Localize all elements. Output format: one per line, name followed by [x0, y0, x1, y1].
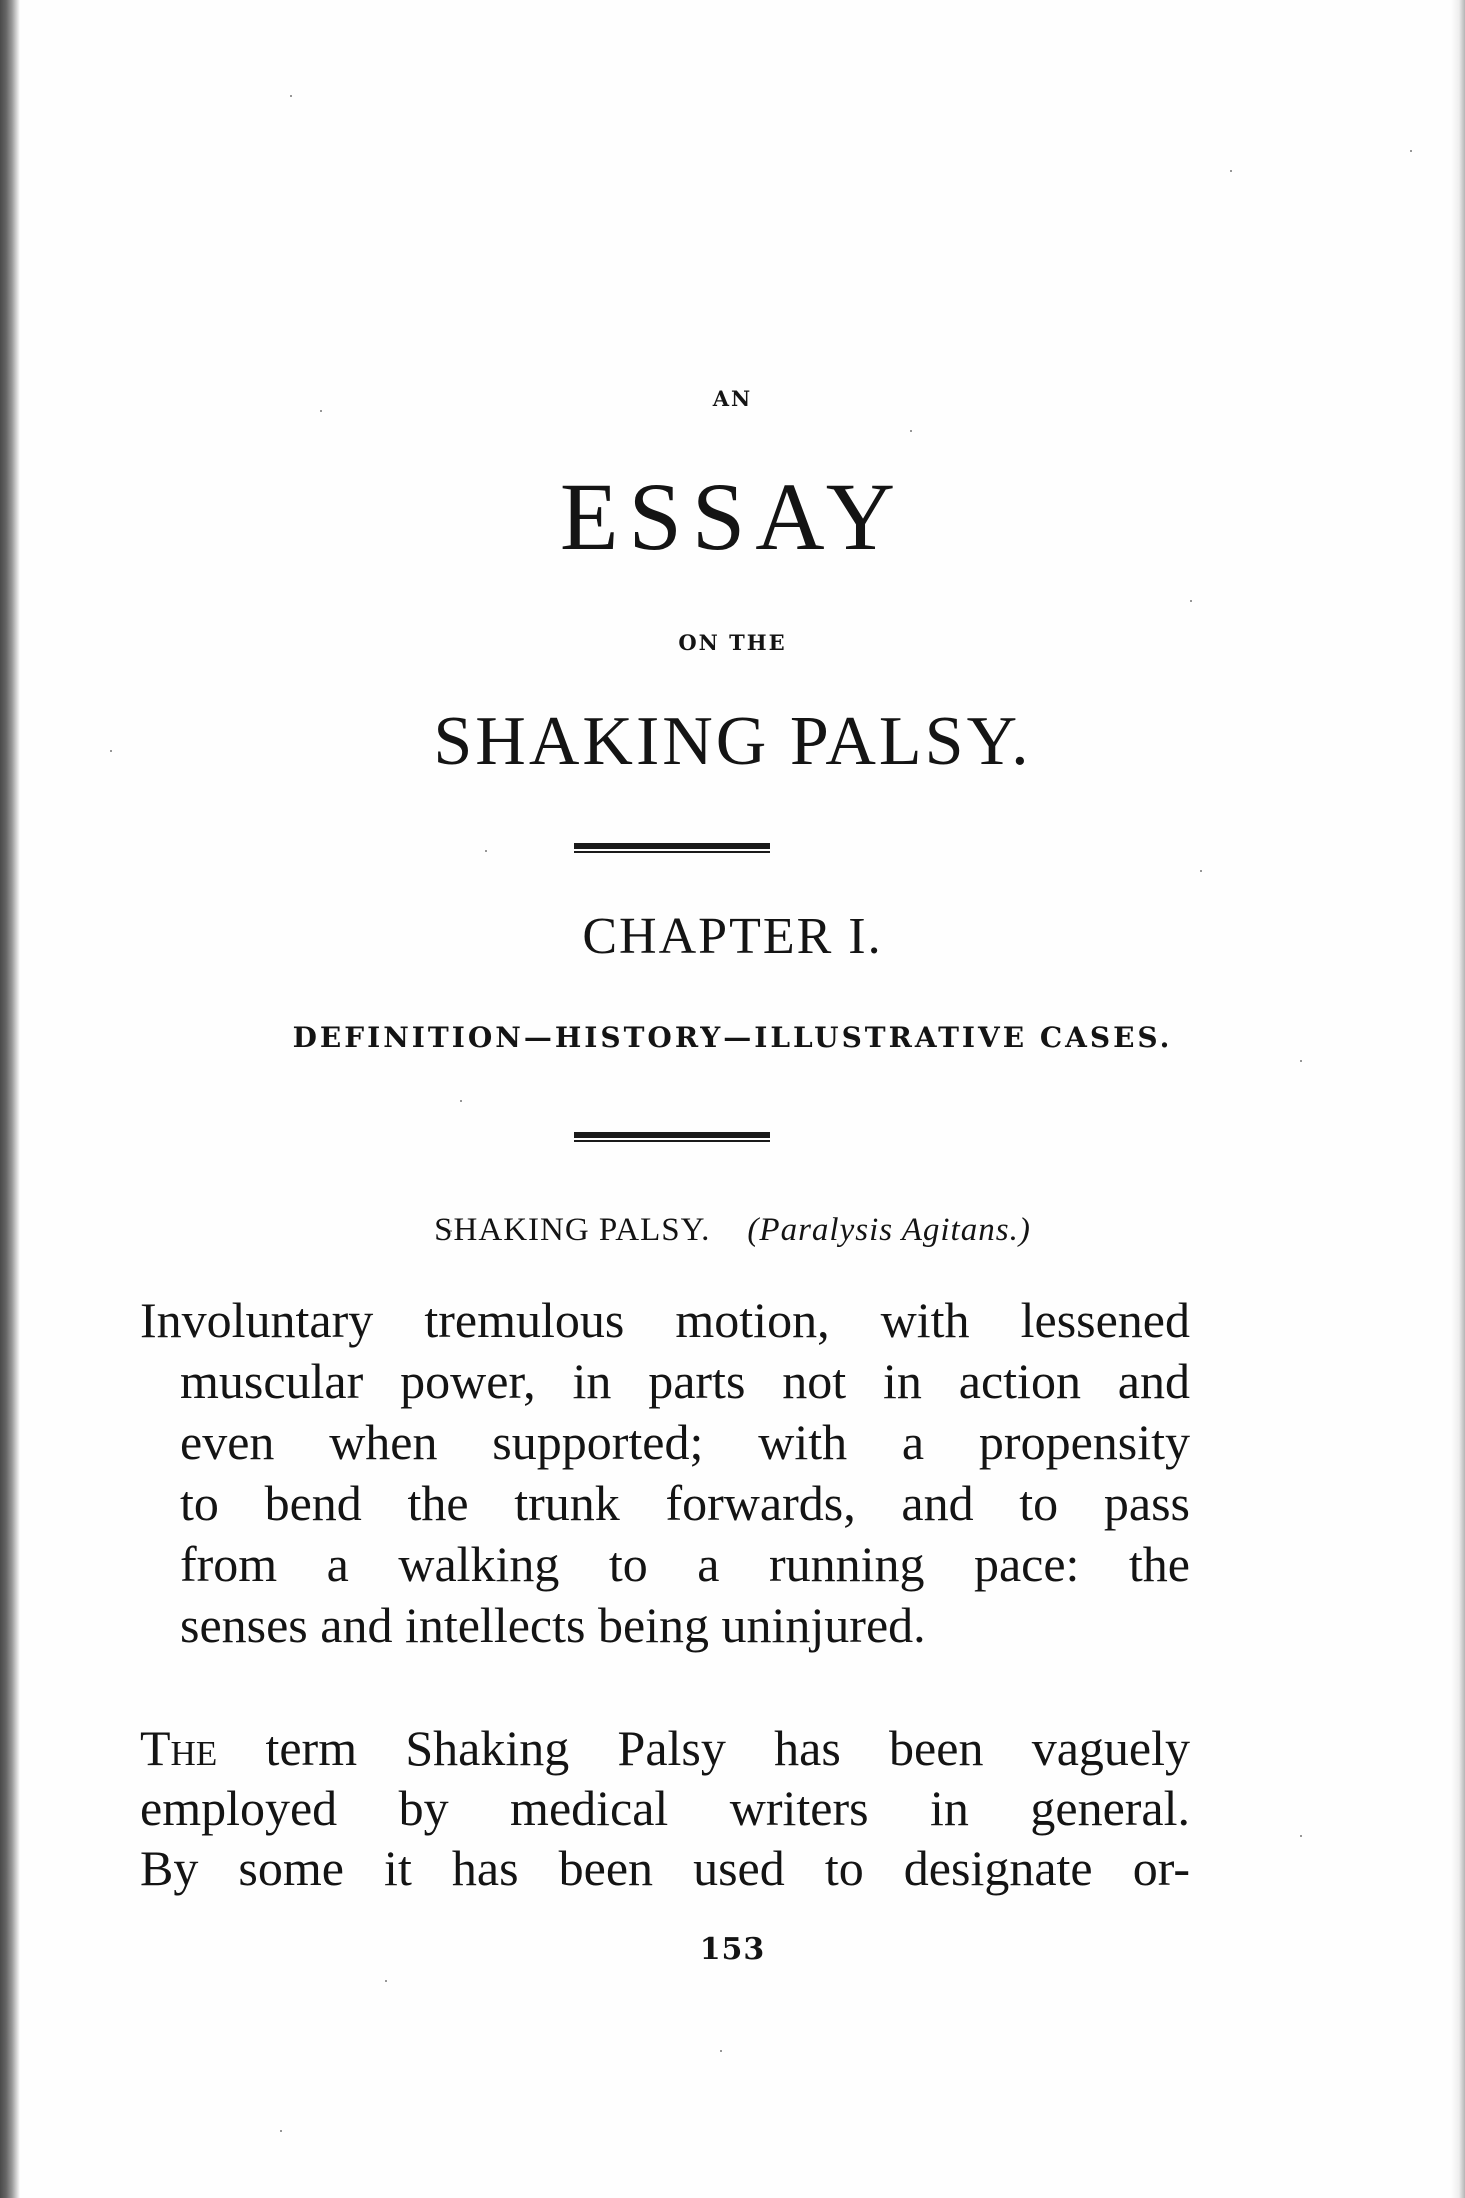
- paper-speck: [485, 850, 487, 852]
- paper-speck: [1190, 600, 1192, 602]
- paper-speck: [720, 2050, 722, 2052]
- paper-speck: [1200, 870, 1202, 872]
- definition-line: to bend the trunk forwards, and to pass: [180, 1475, 1190, 1531]
- double-rule-divider: [574, 843, 770, 854]
- chapter-heading: CHAPTER I.: [582, 908, 883, 965]
- paper-speck: [290, 95, 292, 97]
- definition-line: muscular power, in parts not in action and: [180, 1353, 1190, 1409]
- definition-heading-main: SHAKING PALSY.: [434, 1212, 711, 1248]
- essay-subject: SHAKING PALSY.: [433, 703, 1032, 780]
- paper-speck: [1410, 150, 1412, 152]
- definition-line: Involuntary tremulous motion, with lessened: [140, 1292, 1190, 1348]
- chapter-subtitle: DEFINITION—HISTORY—ILLUSTRATIVE CASES.: [292, 1021, 1173, 1054]
- definition-line: even when supported; with a propensity: [180, 1414, 1190, 1470]
- definition-heading-latin: (Paralysis Agitans.): [747, 1212, 1031, 1248]
- body-paragraph: [140, 1718, 1190, 1898]
- body-first-line-rest: term Shaking Palsy has been vaguely: [217, 1720, 1190, 1776]
- paper-speck: [280, 2130, 282, 2132]
- page-number: 153: [699, 1932, 766, 1967]
- pre-title: AN: [712, 386, 753, 411]
- paper-speck: [460, 1100, 462, 1102]
- page-edge-shadow: [1451, 0, 1465, 2198]
- paper-speck: [1230, 170, 1232, 172]
- paper-speck: [910, 430, 912, 432]
- definition-heading: [0, 1210, 1465, 1250]
- paper-speck: [385, 1980, 387, 1982]
- page-binding-shadow: [0, 0, 20, 2198]
- paper-speck: [1300, 1060, 1302, 1062]
- body-line: employed by medical writers in general.: [140, 1780, 1190, 1836]
- paper-speck: [1300, 1835, 1302, 1837]
- body-lead-word: The: [140, 1720, 218, 1776]
- body-line: [140, 1718, 1190, 1778]
- definition-line: senses and intellects being uninjured.: [180, 1597, 926, 1653]
- title-connector: ON THE: [678, 630, 787, 655]
- essay-title: ESSAY: [559, 463, 906, 570]
- double-rule-divider: [574, 1132, 770, 1143]
- definition-paragraph: [140, 1290, 1190, 1656]
- definition-line: from a walking to a running pace: the: [180, 1536, 1190, 1592]
- body-line: By some it has been used to designate or-: [140, 1840, 1190, 1896]
